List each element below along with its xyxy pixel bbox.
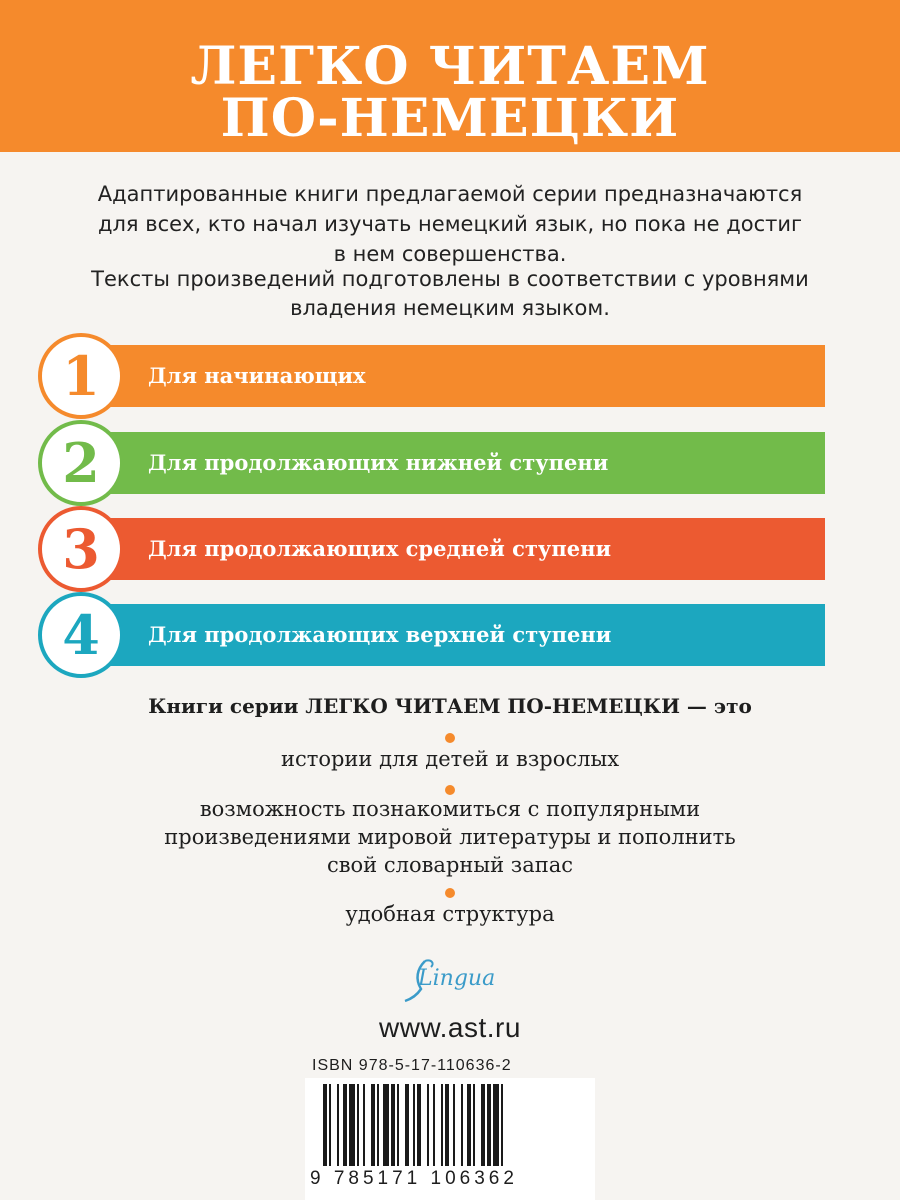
level-4-label: Для продолжающих верхней ступени xyxy=(148,622,612,647)
book-series-title-line1: ЛЕГКО ЧИТАЕМ xyxy=(190,36,710,97)
series-intro-line: Книги серии ЛЕГКО ЧИТАЕМ ПО-НЕМЕЦКИ — это xyxy=(148,694,752,718)
feature-3: удобная структура xyxy=(345,902,555,926)
intro-line-3: в нем совершенства. xyxy=(333,242,567,266)
bullet-dot xyxy=(445,888,455,898)
level-3-number-badge: 3 xyxy=(38,506,124,592)
barcode-digits: 9 785171 106362 xyxy=(310,1168,518,1189)
isbn-number: ISBN 978-5-17-110636-2 xyxy=(312,1057,512,1074)
level-2-number-badge: 2 xyxy=(38,420,124,506)
intro-line-1: Адаптированные книги предлагаемой серии предназначаются xyxy=(97,182,803,206)
intro-line-2: для всех, кто начал изучать немецкий язык, но пока не достиг xyxy=(97,212,803,236)
feature-2-line-3: свой словарный запас xyxy=(326,853,574,877)
bullet-dot xyxy=(445,733,455,743)
feature-1: истории для детей и взрослых xyxy=(280,747,620,771)
intro-line-5: владения немецким языком. xyxy=(290,296,610,320)
book-series-title-line2: ПО-НЕМЕЦКИ xyxy=(220,88,680,149)
level-1-label: Для начинающих xyxy=(148,363,366,388)
feature-2-line-1: возможность познакомиться с популярными xyxy=(199,797,701,821)
level-4-number-badge: 4 xyxy=(38,592,124,678)
level-3-label: Для продолжающих средней ступени xyxy=(148,536,612,561)
level-3-bar xyxy=(60,518,825,580)
barcode-icon xyxy=(305,1078,595,1168)
level-1-bar xyxy=(60,345,825,407)
feature-2-line-2: произведениями мировой литературы и пополнить xyxy=(164,825,736,849)
level-2-label: Для продолжающих нижней ступени xyxy=(148,450,609,475)
level-1-number-badge: 1 xyxy=(38,333,124,419)
publisher-url: www.ast.ru xyxy=(379,1012,521,1043)
level-4-bar xyxy=(60,604,825,666)
intro-line-4: Тексты произведений подготовлены в соответствии с уровнями xyxy=(91,267,809,291)
publisher-logo-text: Lingua xyxy=(418,966,496,991)
level-2-bar xyxy=(60,432,825,494)
bullet-dot xyxy=(445,785,455,795)
